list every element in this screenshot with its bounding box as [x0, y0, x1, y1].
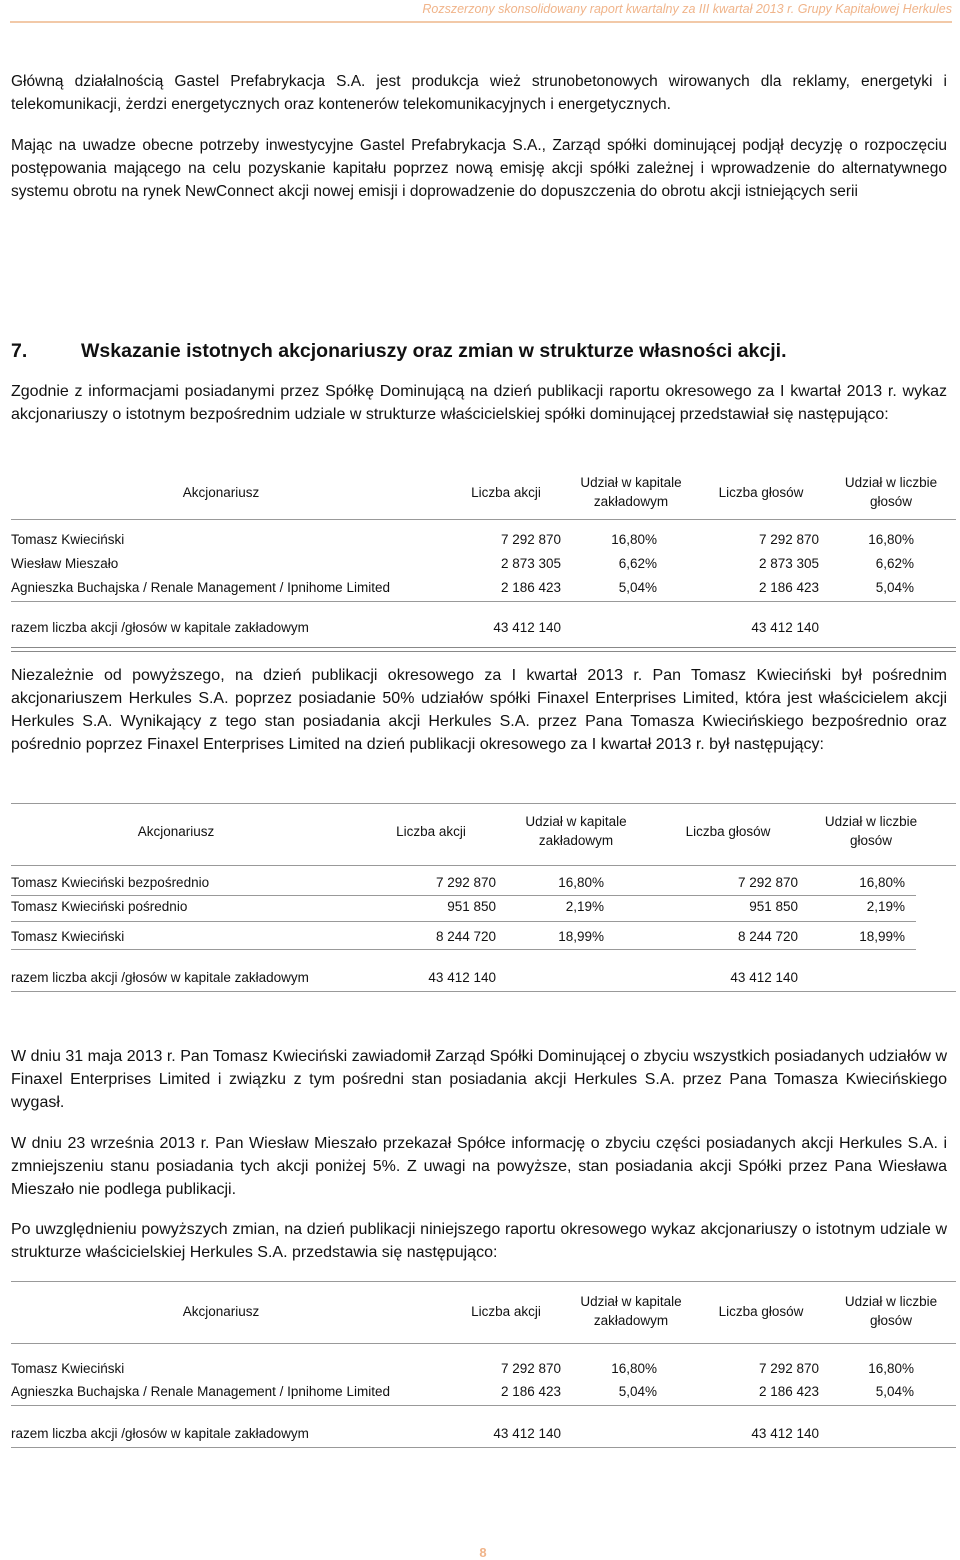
- cell-votes: 8 244 720: [737, 929, 798, 944]
- may-paragraph: W dniu 31 maja 2013 r. Pan Tomasz Kwieciński zawiadomił Zarząd Spółki Dominującej o zbyciu wszystkich posiadanych udziałów w Finaxel Enterprises Limited i związku z tym pośredni stan posiadania akcji Herkules S.A. przez Pana Tomasza Kwiecińskiego wygasł.: [11, 1048, 947, 1111]
- cell-votes: 7 292 870: [737, 875, 798, 890]
- cell-capital-share: 5,04%: [618, 1384, 657, 1399]
- after-changes-paragraph: Po uwzględnieniu powyższych zmian, na dzień publikacji niniejszego raportu okresowego wykaz akcjonariuszy o istotnym udziale w strukturze właścicielskiej Herkules S.A. przedstawia się następująco:: [11, 1221, 947, 1261]
- col-header-shares: Liczba akcji: [471, 485, 541, 500]
- page-number: 8: [479, 1545, 487, 1560]
- shareholders-table-1: [11, 472, 951, 642]
- top-rule: [11, 1281, 956, 1282]
- col-header-shareholder: Akcjonariusz: [182, 485, 260, 500]
- cell-votes-share: 16,80%: [868, 1361, 914, 1376]
- header-rule: [11, 519, 956, 520]
- col-header-capital-share: Udział w kapitale zakładowym: [580, 1294, 682, 1328]
- cell-votes: 2 186 423: [758, 580, 819, 595]
- cell-votes: 2 873 305: [758, 556, 819, 571]
- section-intro-paragraph: Zgodnie z informacjami posiadanymi przez Spółkę Dominującą na dzień publikacji raportu okresowego za I kwartał 2013 r. wykaz akcjonariuszy o istotnym bezpośrednim udziale w strukturze właścicielskiej spółki dominującej przedstawiał się następująco:: [11, 383, 947, 423]
- col-header-votes-share: Udział w liczbie głosów: [824, 814, 918, 848]
- cell-votes: 951 850: [749, 899, 798, 914]
- cell-votes: 7 292 870: [758, 1361, 819, 1376]
- cell-shares: 2 186 423: [500, 1384, 561, 1399]
- cell-capital-share: 16,80%: [611, 532, 657, 547]
- col-header-shareholder: Akcjonariusz: [137, 824, 215, 839]
- cell-votes-share: 6,62%: [875, 556, 914, 571]
- cell-shares: 2 186 423: [500, 580, 561, 595]
- cell-name: Agnieszka Buchajska / Renale Management / Ipnihome Limited: [11, 1384, 390, 1399]
- intro-paragraph-1: Główną działalnością Gastel Prefabrykacja S.A. jest produkcja wież strunobetonowych wirowanych dla reklamy, energetyki i telekomunikacji, żerdzi energetycznych oraz kontenerów telekomunikacyjnych i energetycznych.: [11, 73, 947, 113]
- col-header-votes-share: Udział w liczbie głosów: [844, 1294, 938, 1328]
- cell-capital-share: 2,19%: [565, 899, 604, 914]
- cell-votes: 7 292 870: [758, 532, 819, 547]
- indirect-ownership-paragraph: Niezależnie od powyższego, na dzień publikacji okresowego za I kwartał 2013 r. Pan Tomasz Kwieciński był pośrednim akcjonariuszem Herkules S.A. poprzez posiadanie 50% udziałów spółki Finaxel Enterprises Limited, która jest właścicielem akcji Herkules S.A. Wynikający z tego stan posiadania akcji Herkules S.A. przez Pana Tomasza Kwiecińskiego bezpośrednio oraz pośrednio poprzez Finaxel Enterprises Limited na dzień publikacji okresowego za I kwartał 2013 r. był następujący:: [11, 667, 947, 753]
- cell-votes-share: 5,04%: [875, 580, 914, 595]
- shareholders-table-3: [11, 1281, 951, 1456]
- cell-votes-share: 2,19%: [866, 899, 905, 914]
- cell-total-votes: 43 412 140: [751, 620, 819, 635]
- bottom-rule: [11, 1447, 956, 1448]
- col-header-shares: Liczba akcji: [396, 824, 466, 839]
- col-header-votes: Liczba głosów: [718, 1304, 804, 1319]
- row-rule: [11, 895, 916, 896]
- cell-shares: 8 244 720: [435, 929, 496, 944]
- cell-name: Tomasz Kwieciński: [11, 1361, 125, 1376]
- top-rule: [11, 803, 956, 804]
- section-title: Wskazanie istotnych akcjonariuszy oraz zmian w strukturze własności akcji.: [81, 340, 787, 362]
- cell-votes-share: 18,99%: [859, 929, 905, 944]
- cell-total-label: razem liczba akcji /głosów w kapitale zakładowym: [11, 620, 309, 635]
- cell-total-label: razem liczba akcji /głosów w kapitale zakładowym: [11, 1426, 309, 1441]
- section-number: 7.: [11, 340, 28, 362]
- cell-name: Wiesław Mieszało: [11, 556, 119, 571]
- total-double-rule: [11, 647, 956, 652]
- col-header-capital-share: Udział w kapitale zakładowym: [525, 814, 627, 848]
- cell-shares: 7 292 870: [500, 1361, 561, 1376]
- cell-capital-share: 16,80%: [611, 1361, 657, 1376]
- cell-name: Tomasz Kwieciński: [11, 929, 125, 944]
- cell-name: Tomasz Kwieciński: [11, 532, 125, 547]
- cell-capital-share: 6,62%: [618, 556, 657, 571]
- cell-total-shares: 43 412 140: [428, 970, 496, 985]
- shareholders-table-2: [11, 803, 951, 993]
- cell-total-label: razem liczba akcji /głosów w kapitale zakładowym: [11, 970, 309, 985]
- col-header-votes: Liczba głosów: [685, 824, 771, 839]
- intro-paragraph-2: Mając na uwadze obecne potrzeby inwestycyjne Gastel Prefabrykacja S.A., Zarząd spółki dominującej podjął decyzję o rozpoczęciu postępowania mającego na celu pozyskanie kapitału poprzez nową emisję akcji spółki zależnej i wprowadzenie do alternatywnego systemu obrotu na rynek NewConnect akcji nowej emisji i doprowadzenie do dopuszczenia do obrotu akcji istniejących serii: [11, 137, 947, 200]
- row-rule: [11, 921, 916, 922]
- col-header-shares: Liczba akcji: [471, 1304, 541, 1319]
- cell-votes-share: 16,80%: [859, 875, 905, 890]
- cell-shares: 7 292 870: [435, 875, 496, 890]
- cell-total-votes: 43 412 140: [730, 970, 798, 985]
- col-header-shareholder: Akcjonariusz: [182, 1304, 260, 1319]
- row-rule: [11, 601, 956, 602]
- cell-votes: 2 186 423: [758, 1384, 819, 1399]
- cell-shares: 2 873 305: [500, 556, 561, 571]
- cell-shares: 7 292 870: [500, 532, 561, 547]
- header-rule: [11, 865, 956, 866]
- header-rule: [11, 1343, 956, 1344]
- cell-capital-share: 18,99%: [558, 929, 604, 944]
- cell-name: Tomasz Kwieciński pośrednio: [11, 899, 188, 914]
- cell-name: Tomasz Kwieciński bezpośrednio: [11, 875, 210, 890]
- header-divider: [10, 21, 952, 23]
- col-header-capital-share: Udział w kapitale zakładowym: [580, 475, 682, 509]
- section-heading: [11, 340, 787, 363]
- row-rule: [11, 949, 916, 950]
- cell-shares: 951 850: [447, 899, 496, 914]
- cell-votes-share: 16,80%: [868, 532, 914, 547]
- cell-capital-share: 16,80%: [558, 875, 604, 890]
- col-header-votes-share: Udział w liczbie głosów: [844, 475, 938, 509]
- september-paragraph: W dniu 23 września 2013 r. Pan Wiesław Mieszało przekazał Spółce informację o zbyciu części posiadanych akcji Herkules S.A. i zmniejszeniu stanu posiadania tych akcji poniżej 5%. Z uwagi na powyższe, stan posiadania akcji Spółki przez Pana Wiesława Mieszało nie podlega publikacji.: [11, 1135, 947, 1198]
- cell-total-shares: 43 412 140: [493, 620, 561, 635]
- row-rule: [11, 1405, 956, 1406]
- cell-votes-share: 5,04%: [875, 1384, 914, 1399]
- cell-total-votes: 43 412 140: [751, 1426, 819, 1441]
- cell-total-shares: 43 412 140: [493, 1426, 561, 1441]
- cell-name: Agnieszka Buchajska / Renale Management / Ipnihome Limited: [11, 580, 390, 595]
- report-header: Rozszerzony skonsolidowany raport kwartalny za III kwartał 2013 r. Grupy Kapitałowej Herkules: [422, 2, 952, 16]
- bottom-rule: [11, 991, 956, 992]
- col-header-votes: Liczba głosów: [718, 485, 804, 500]
- cell-capital-share: 5,04%: [618, 580, 657, 595]
